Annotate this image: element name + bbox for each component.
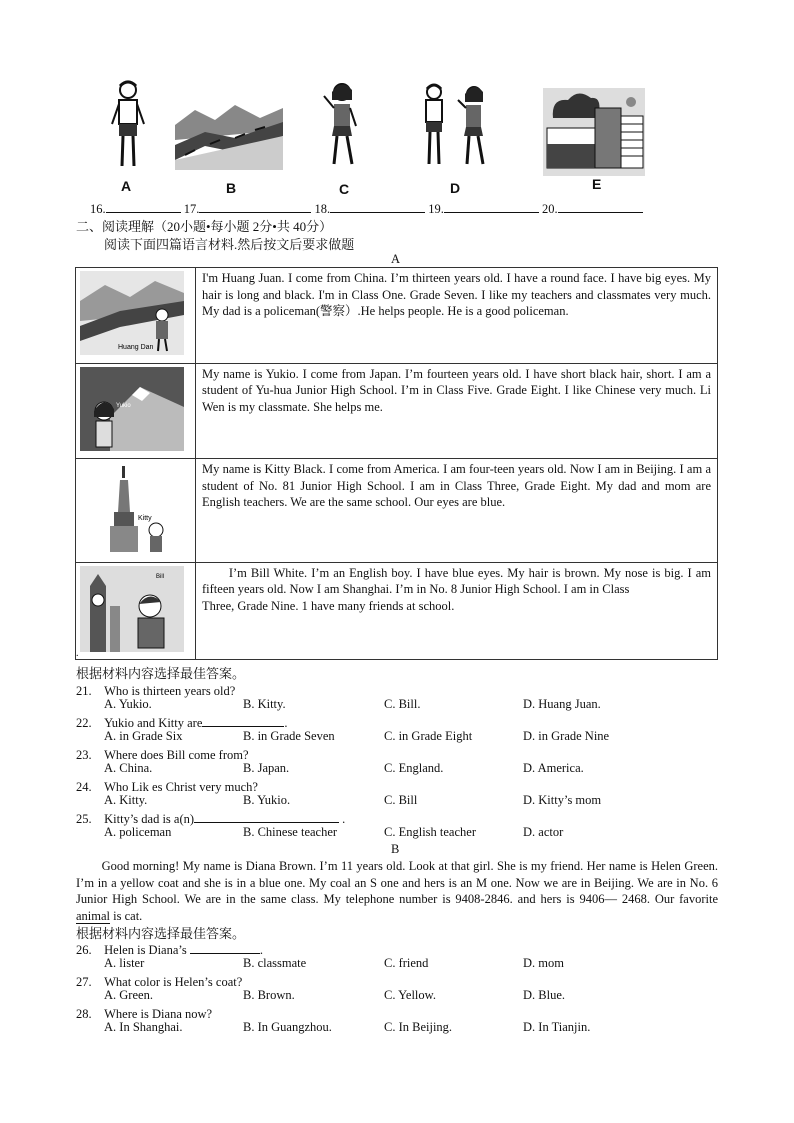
question-text: 27. What color is Helen’s coat? <box>76 975 243 989</box>
blank-label-16: 16. <box>90 202 106 216</box>
question-text: 24. Who Lik es Christ very much? <box>76 780 258 794</box>
choose-heading-1: 根据材料内容选择最佳答案。 <box>76 666 246 681</box>
question-end: . <box>342 812 346 826</box>
picture-label-a: A <box>121 178 132 194</box>
table-row <box>76 363 718 459</box>
row-image-cell <box>76 268 196 364</box>
section-heading: 二、阅读理解（20小题•每小题 2分•共 40分） <box>76 219 333 234</box>
question-text: 23. Where does Bill come from? <box>76 748 249 762</box>
answer-blank-16[interactable] <box>106 200 181 213</box>
option-b[interactable]: B. Yukio. <box>243 793 291 807</box>
passage-a-label: A <box>391 252 401 266</box>
underlined-word: animal <box>76 908 111 923</box>
picture-c-girl <box>320 78 365 176</box>
passage-a-table <box>75 267 718 660</box>
picture-a-boy <box>108 78 148 176</box>
option-c[interactable]: C. England. <box>384 761 444 775</box>
picture-e-building <box>543 88 645 176</box>
table-row <box>76 268 718 364</box>
big-ben-boy-image <box>80 566 184 652</box>
option-c[interactable]: C. friend <box>384 956 429 970</box>
blank-label-18: 18. <box>314 202 331 216</box>
option-b[interactable]: B. classmate <box>243 956 307 970</box>
answer-blank-18[interactable] <box>330 200 425 213</box>
option-c[interactable]: C. English teacher <box>384 825 476 839</box>
option-b[interactable]: B. in Grade Seven <box>243 729 335 743</box>
blank-label-19: 19. <box>428 202 444 216</box>
answer-blank-26[interactable] <box>190 941 260 954</box>
passage-a-text-4: I’m Bill White. I’m an English boy. I have blue eyes. My hair is brown. My nose is big. I am fifteen years old. Now I am Shanghai. I’m in No. 8 Junior High School. I am in Class Three, Grade Nine. 1 have many friends at school. <box>196 562 718 660</box>
question-text: 21. Who is thirteen years old? <box>76 684 236 698</box>
great-wall-girl-image <box>80 271 184 355</box>
passage-b-text-before: Good morning! My name is Diana Brown. I’m 11 years old. Look at that girl. She is my friend. Her name is Helen Green. I’m in a yellow coat and she is in a blue one. My coal an S one and hers is an M one. Now we are in Beijing. We are in No. 6 Junior High School. We are in the same class. My telephone number is 9408-2846. and hers is 9406— 2468. Our favorite <box>76 859 718 906</box>
picture-d-boy-and-girl <box>420 78 495 176</box>
option-d[interactable]: D. Huang Juan. <box>523 697 601 711</box>
question-end: . <box>259 943 263 957</box>
option-d[interactable]: D. In Tianjin. <box>523 1020 591 1034</box>
option-d[interactable]: D. Kitty’s mom <box>523 793 602 807</box>
option-a[interactable]: A. Kitty. <box>104 793 148 807</box>
option-c[interactable]: C. Yellow. <box>384 988 436 1002</box>
answer-blank-22[interactable] <box>202 714 284 727</box>
passage-a-text-2: My name is Yukio. I come from Japan. I’m fourteen years old. I have short black hair, short. I am a student of Yu-hua Junior High School. I’m in Class Five. Grade Eight. I like Chinese very much. Li Wen is my classmate. She helps me. <box>196 363 718 459</box>
option-b[interactable]: B. Chinese teacher <box>243 825 338 839</box>
option-c[interactable]: C. In Beijing. <box>384 1020 453 1034</box>
option-b[interactable]: B. Japan. <box>243 761 290 775</box>
option-a[interactable]: A. in Grade Six <box>104 729 183 743</box>
image-caption: Huang Dan <box>118 344 154 351</box>
table-row <box>76 562 718 660</box>
option-a[interactable]: A. lister <box>104 956 145 970</box>
section-instruction: 阅读下面四篇语言材料.然后按文后要求做题 <box>104 237 355 252</box>
option-c[interactable]: C. in Grade Eight <box>384 729 473 743</box>
answer-blank-20[interactable] <box>558 200 643 213</box>
statue-of-liberty-girl-image <box>80 462 184 554</box>
image-caption: Kitty <box>138 515 152 522</box>
option-c[interactable]: C. Bill <box>384 793 418 807</box>
answer-blank-25[interactable] <box>194 810 339 823</box>
option-d[interactable]: D. mom <box>523 956 564 970</box>
option-b[interactable]: B. In Guangzhou. <box>243 1020 332 1034</box>
picture-label-c: C <box>339 181 350 197</box>
answer-blank-19[interactable] <box>444 200 539 213</box>
row-image-cell <box>76 562 196 660</box>
image-caption: Yukio <box>116 402 131 409</box>
option-d[interactable]: D. Blue. <box>523 988 566 1002</box>
blank-label-17: 17. <box>183 202 200 216</box>
option-c[interactable]: C. Bill. <box>384 697 421 711</box>
choose-heading-2: 根据材料内容选择最佳答案。 <box>76 926 246 941</box>
mount-fuji-girl-image <box>80 367 184 451</box>
option-a[interactable]: A. Yukio. <box>104 697 152 711</box>
picture-b-great-wall <box>175 100 283 170</box>
option-b[interactable]: B. Kitty. <box>243 697 286 711</box>
question-text: 26. Helen is Diana’s <box>76 943 187 957</box>
option-b[interactable]: B. Brown. <box>243 988 295 1002</box>
question-text: 22. Yukio and Kitty are <box>76 716 203 730</box>
row-image-cell <box>76 459 196 563</box>
option-d[interactable]: D. actor <box>523 825 564 839</box>
image-caption: Bill <box>156 573 165 580</box>
question-text: 25. Kitty’s dad is a(n) <box>76 812 195 826</box>
option-a[interactable]: A. Green. <box>104 988 153 1002</box>
stray-dot: . <box>76 648 79 659</box>
passage-b-label: B <box>391 842 400 856</box>
table-row <box>76 459 718 563</box>
picture-label-e: E <box>592 176 602 192</box>
picture-label-b: B <box>226 180 237 196</box>
option-d[interactable]: D. America. <box>523 761 584 775</box>
option-a[interactable]: A. In Shanghai. <box>104 1020 183 1034</box>
answer-blank-17[interactable] <box>199 200 311 213</box>
passage-b-text-after: is cat. <box>110 908 143 923</box>
question-end: . <box>284 716 288 730</box>
option-d[interactable]: D. in Grade Nine <box>523 729 610 743</box>
passage-a-text-3: My name is Kitty Black. I come from America. I am four-teen years old. Now I am in Beijing. I am a student of No. 81 Junior High School. I am in Class Three, Grade Eight. My dad and mom are English teachers. We are the same school. Our eyes are blue. <box>196 459 718 563</box>
option-a[interactable]: A. China. <box>104 761 153 775</box>
passage-b-text <box>76 858 718 924</box>
option-a[interactable]: A. policeman <box>104 825 172 839</box>
passage-a-text-1: I'm Huang Juan. I come from China. I’m thirteen years old. I have a round face. I have big eyes. My hair is long and black. I'm in Class One. Grade Seven. I like my teachers and classmates very much. My dad is a policeman(警察）.He helps people. He is a good policeman. <box>196 268 718 364</box>
question-text: 28. Where is Diana now? <box>76 1007 213 1021</box>
answer-blanks-16-20 <box>90 200 650 217</box>
picture-label-d: D <box>450 180 461 196</box>
row-image-cell <box>76 363 196 459</box>
blank-label-20: 20. <box>542 202 558 216</box>
